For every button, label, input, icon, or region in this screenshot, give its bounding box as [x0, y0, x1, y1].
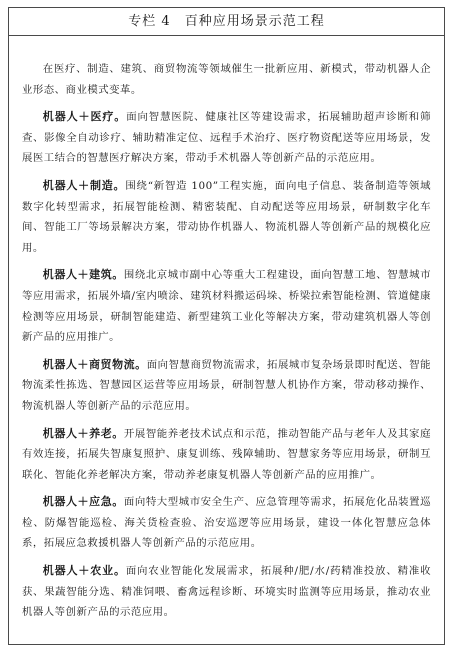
- paragraph-agriculture: [22, 561, 431, 623]
- paragraph-lead: 机器人＋建筑。: [42, 268, 124, 282]
- paragraph-text: 面向智慧商贸物流需求，拓展城市复杂场景即时配送、智能物流柔性拣选、智慧园区运营等应用场景，研制智慧人机协作方案，带动移动操作、物流机器人等创新产品的示范应用。: [22, 358, 432, 412]
- paragraph-text: 在医疗、制造、建筑、商贸物流等领域催生一批新应用、新模式，带动机器人企业形态、商业模式变革。: [22, 63, 431, 96]
- paragraph-text: 围绕北京城市副中心等重大工程建设，面向智慧工地、智慧城市等应用需求，拓展外墙/室内喷涂、建筑材料搬运码垛、桥梁拉索智能检测、管道健康检测等应用场景，研制智能建造、新型建筑工业化等解决方案，带动建筑机器人等创新产品的应用推广。: [22, 269, 432, 344]
- paragraph-logistics: [22, 355, 431, 417]
- paragraph-text: 围绕“新智造 100”工程实施，面向电子信息、装备制造等领域数字化转型需求，拓展智能检测、精密装配、自动配送等应用场景，研制数字化车间、智能工厂等场景解决方案，带动协作机器人、物流机器人等创新产品的规模化应用。: [22, 179, 431, 254]
- paragraph-text: 开展智能养老技术试点和示范，推动智能产品与老年人及其家庭有效连接，拓展失智康复照护、康复训练、残障辅助、智慧家务等应用场景，研制互联化、智能化养老解决方案，带动养老康复机器人等创新产品的应用推广。: [22, 427, 432, 481]
- paragraph-lead: 机器人＋应急。: [42, 495, 124, 509]
- paragraph-elderly-care: [22, 424, 431, 486]
- paragraph-emergency: [22, 492, 431, 554]
- paragraph-manufacturing: [22, 176, 431, 258]
- column-box: [8, 7, 445, 645]
- intro-paragraph: [22, 59, 431, 100]
- paragraph-text: 面向智慧医院、健康社区等建设需求，拓展辅助超声诊断和筛查、影像全自动诊疗、辅助精准定位、远程手术治疗、医疗物资配送等应用场景，发展医工结合的智慧医疗解决方案，带动手术机器人等创新产品的示范应用。: [22, 111, 432, 165]
- paragraph-lead: 机器人＋养老。: [42, 426, 124, 440]
- paragraph-text: 面向农业智能化发展需求，拓展种/肥/水/药精准投放、精准收获、果蔬智能分选、精准饲喂、畜禽远程诊断、环境实时监测等应用场景，推动农业机器人等创新产品的示范应用。: [22, 565, 432, 619]
- column-body: [9, 36, 444, 623]
- paragraph-text: 面向特大型城市安全生产、应急管理等需求，拓展危化品装置巡检、防爆智能巡检、海关货检查验、治安巡逻等应用场景，建设一体化智慧应急体系，拓展应急救援机器人等创新产品的示范应用。: [22, 496, 432, 550]
- paragraph-lead: 机器人＋制造。: [42, 178, 126, 192]
- paragraph-construction: [22, 265, 431, 347]
- paragraph-lead: 机器人＋医疗。: [42, 110, 127, 124]
- paragraph-lead: 机器人＋商贸物流。: [42, 357, 147, 371]
- paragraph-lead: 机器人＋农业。: [42, 564, 126, 578]
- paragraph-medical: [22, 107, 431, 169]
- column-title: 专栏 4 百种应用场景示范工程: [9, 8, 444, 36]
